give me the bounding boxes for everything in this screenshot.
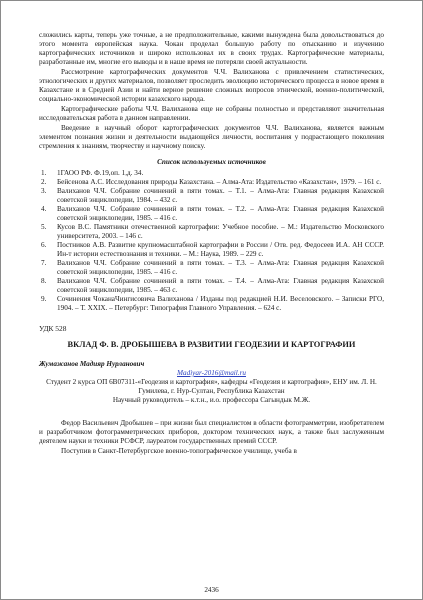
reference-item: [39, 178, 384, 187]
article-title: ВКЛАД Ф. В. ДРОБЫШЕВА В РАЗВИТИИ ГЕОДЕЗИИ И КАРТОГРАФИИ: [67, 340, 356, 349]
paragraph: Рассмотрение картографических документов Ч.Ч. Валиханова с привлечением статистических, этнологических и других материалов, позволяет проследить эволюцию исторического процесса в новое время в Казахстане и в Средней Азии и найти верное решение сложных вопросов этнической, военно-политической, социально-экономической истории казахского народа.: [39, 68, 384, 103]
author-email-link[interactable]: Madiyar-2016@mail.ru: [177, 369, 246, 377]
reference-text: Валиханов Ч.Ч. Собрание сочинений в пяти томах. – Т.3. – Алма-Ата: Главная редакция Казахской советской энциклопедии, 1985. – 416 с.: [57, 259, 384, 276]
reference-number: 4.: [41, 205, 47, 213]
reference-number: 8.: [41, 277, 47, 285]
article-body: [39, 419, 384, 456]
reference-text: Валиханов Ч.Ч. Собрание сочинений в пяти томах. – Т.1. – Алма-Ата: Главная редакция Казахской советской энциклопедии, 1984. – 432 с.: [57, 187, 384, 204]
reference-item: [39, 295, 384, 313]
reference-number: 1.: [41, 169, 47, 177]
author-affiliation: Студент 2 курса ОП 6В07311-«Геодезия и картография», кафедры «Геодезия и картография», ЕНУ им. Л. Н. Гумилева, г. Нур-Султан, Республика Казахстан: [46, 378, 377, 395]
reference-text: Валиханов Ч.Ч. Собрание сочинений в пяти томах. – Т.4. – Алма-Ата: Главная редакция Казахской советской энциклопедии, 1985. – 463 с.: [57, 277, 384, 294]
paragraph: сложились карты, теперь уже точные, а не предположительные, какими вынуждена была довольствоваться до этого момента европейская наука. Чокан проделал большую работу по отысканию и изучению картографических источников и широко использовал их в своих трудах. Картографические материалы, разработанные им, многие его выводы и в наше время не потеряли своей актуальности.: [39, 31, 384, 66]
paragraph: Поступив в Санкт-Петербургское военно-топографическое училище, учеба в: [61, 447, 297, 455]
scientific-advisor: Научный руководитель – к.т.н., и.о. профессора Сагындык М.Ж.: [112, 396, 311, 404]
reference-number: 6.: [41, 241, 47, 249]
reference-text: Бейсенова А.С. Исследования природы Казахстана. – Алма-Ата: Издательство «Казахстан», 1979. – 161 с.: [57, 178, 382, 186]
intro-section: [39, 31, 384, 151]
reference-number: 7.: [41, 259, 47, 267]
reference-item: [39, 241, 384, 259]
page-number: 2436: [204, 586, 219, 594]
paragraph: Картографические работы Ч.Ч. Валиханова еще не собраны полностью и представляют значительная исследовательская работа в данном направлении.: [39, 105, 384, 122]
author-name: Жумажанов Мадияр Нурланович: [39, 360, 145, 368]
paragraph: Введение в научный оборот картографических документов Ч.Ч. Валиханова, является важным элементом познания жизни и деятельности выдающейся личности, воспитания у подрастающего поколения стремления к знаниям, творчеству и научному поиску.: [39, 124, 384, 150]
reference-text: Постников А.В. Развитие крупномасштабной картографии в России / Отв. ред. Федосеев И.А. АН СССР. Ин-т истории естествознания и техники. – М.: Наука, 1989. – 229 с.: [57, 241, 384, 258]
reference-number: 9.: [41, 295, 47, 303]
reference-text: 1ГАОО РФ. Ф.19,оп. 1,д. 34.: [57, 169, 144, 177]
reference-item: [39, 187, 384, 205]
reference-item: [39, 205, 384, 223]
reference-item: [39, 277, 384, 295]
reference-text: Кусов В.С. Памятники отечественной картографии: Учебное пособие. – М.: Издательство Московского университета, 2003. – 146 с.: [57, 223, 384, 240]
paragraph: Федор Васильевич Дробышев – при жизни был специалистом в области фотограмметрии, изобретателем и разработчиком фотограмметрических приборов, доктором технических наук, а также был заслуженным деятелем науки и техники РСФСР, лауреатом государственных премий СССР.: [39, 419, 384, 445]
reference-item: [39, 259, 384, 277]
reference-text: Валиханов Ч.Ч. Собрание сочинений в пяти томах. – Т.2. – Алма-Ата: Главная редакция Казахской советской энциклопедии, 1985. – 416 с.: [57, 205, 384, 222]
references-list: [39, 169, 384, 313]
reference-text: Сочинения ЧоканаЧингисовича Валиханова / Изданы под редакцией Н.И. Веселовского. – Записки РГО, 1904. – Т. XXIX. – Петербург: Типография Главного Управления. – 624 с.: [57, 295, 384, 312]
reference-number: 5.: [41, 223, 47, 231]
reference-number: 2.: [41, 178, 47, 186]
reference-item: [39, 223, 384, 241]
references-heading: Список используемых источников: [157, 158, 266, 166]
reference-item: [39, 169, 384, 178]
udk-code: УДК 528: [39, 324, 67, 333]
reference-number: 3.: [41, 187, 47, 195]
